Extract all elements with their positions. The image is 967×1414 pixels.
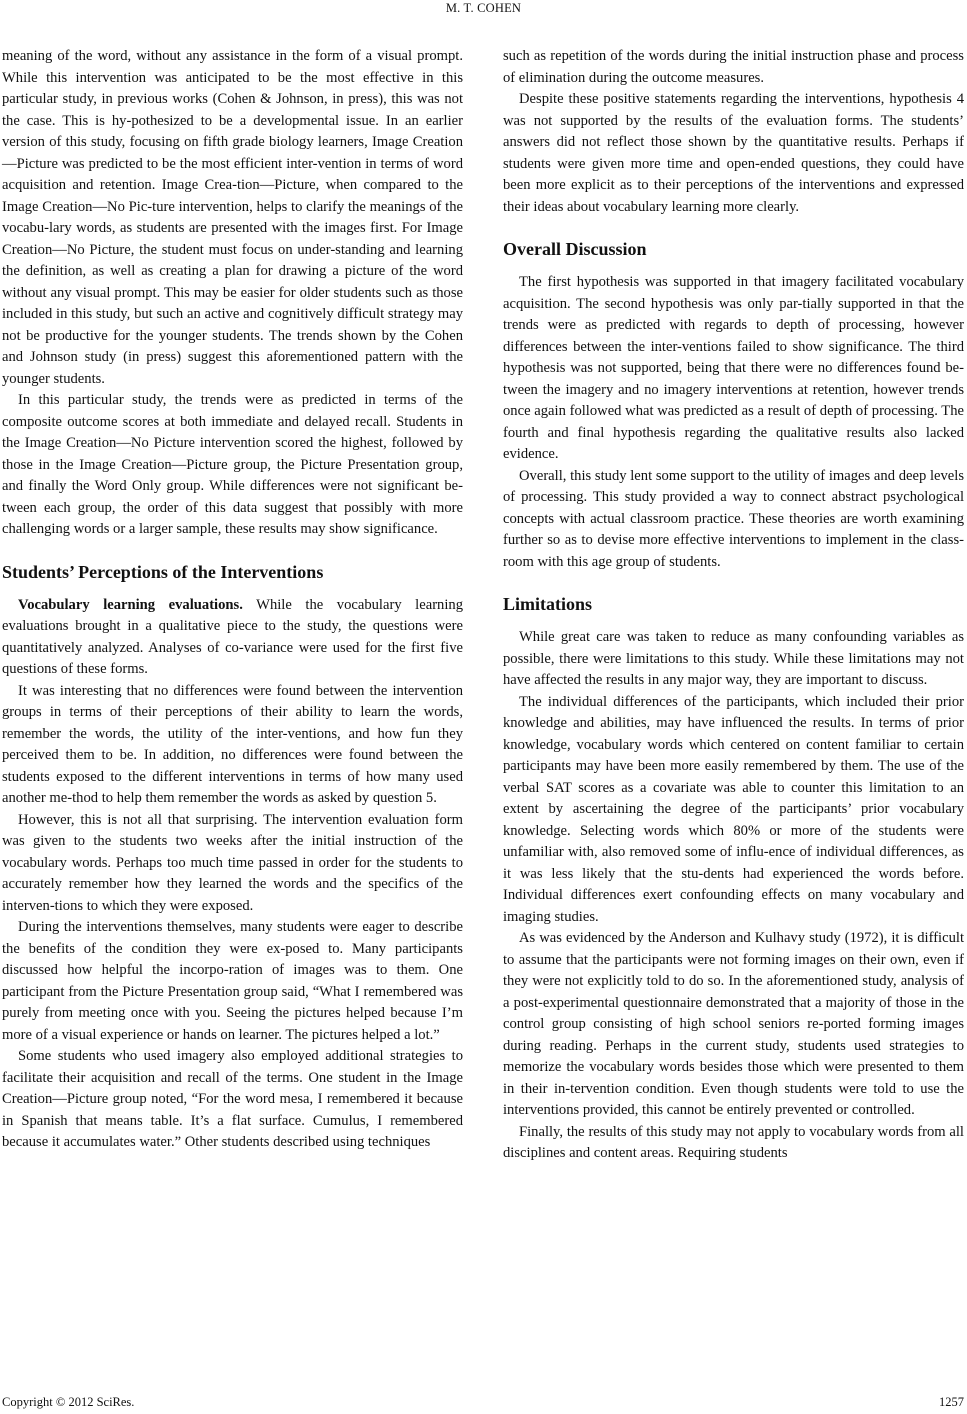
paragraph: Finally, the results of this study may not apply to vocabulary words from all disciplines and content areas. Requiring students bbox=[503, 1123, 964, 1161]
left-column bbox=[2, 46, 463, 1154]
section-heading: Overall Discussion bbox=[503, 239, 647, 259]
paragraph: During the interventions themselves, many students were eager to describe the benefits of the condition they were ex-posed to. Many participants discussed how helpful the incorpo-ration of images was to them. One participant from the Picture Presentation group said, “What I remembered was purely from meeting once with you. Seeing the pictures helped because I’m more of a visual experience or hands on learner. The pictures helped a lot.” bbox=[2, 919, 463, 1043]
paragraph: Despite these positive statements regarding the interventions, hypothesis 4 was not supported by the results of the evaluation forms. The students’ answers did not reflect those shown by the quantitative results. Perhaps if students were given more time and open-ended questions, they could have been more explicit as to their perceptions of the interventions and expressed their ideas about vocabulary learning more clearly. bbox=[503, 91, 964, 215]
paragraph: It was interesting that no differences were found between the intervention groups in terms of their perceptions of their ability to learn the words, remember the words, the utility of the inter-ventions, and how fun they perceived them to be. In addition, no differences were found between the students exposed to the different interventions in terms of how many used another me-thod to help them remember the words as asked by question 5. bbox=[2, 682, 463, 806]
paragraph bbox=[2, 595, 463, 681]
right-column bbox=[503, 46, 964, 1165]
paragraph: While great care was taken to reduce as many confounding variables as possible, there were limitations to this study. While these limitations may not have affected the results in any major way, they are important to discuss. bbox=[503, 629, 964, 688]
section-heading: Limitations bbox=[503, 594, 593, 614]
page-number: 1257 bbox=[939, 1395, 964, 1409]
paragraph: meaning of the word, without any assistance in the form of a visual prompt. While this intervention was anticipated to be the most effective in this particular study, in previous works (Cohen & Johnson, in press), this was not the case. This is hy-pothesized to be a developmental issue. In an earlier version of this study, focusing on fifth grade biology learners, Image Creation—Picture was predicted to be the most efficient inter-vention in terms of word acquisition and retention. Image Crea-tion—Picture, when compared to the Image Creation—No Pic-ture intervention, helps to clarify the meanings of the vocabu-lary words, as students are presented with the images first. For Image Creation—No Picture, the student must focus on under-standing and learning the definition, as well as creating a plan for drawing a picture of the word without any visual prompt. This may be easier for older students such as those included in this study, but such an active and cognitively difficult strategy may not be productive for the younger students. The trends shown by the Cohen and Johnson study (in press) suggest this aforementioned pattern with the younger students. bbox=[2, 48, 463, 387]
paragraph: The individual differences of the participants, which included their prior knowledge and abilities, may have influenced the results. In terms of prior knowledge, vocabulary words which centered on content familiar to certain participants may have been more easily remembered by them. The use of the verbal SAT scores as a covariate was able to counter this limitation to an extent by ascertaining the degree of the participants’ prior vocabulary knowledge. Selecting words which 80% or more of the students were unfamiliar with, also removed some of influ-ence of individual differences, as it was less likely that the stu-dents had experienced the words before. Individual differences exert confounding effects on many vocabulary and imaging studies. bbox=[503, 693, 964, 925]
paragraph: As was evidenced by the Anderson and Kulhavy study (1972), it is difficult to assume that the participants were not forming images on their own, even if they were not explicitly told to do so. In the aforementioned study, analysis of a post-experimental questionnaire demonstrated that a majority of those in the control group consisting of high school seniors re-ported forming images during reading. Perhaps in the current study, students used strategies to memorize the vocabulary words besides those which were presented to them in their in-tervention condition. Even though students were told to use the interventions provided, this cannot be entirely prevented or controlled. bbox=[503, 930, 964, 1118]
paragraph: Overall, this study lent some support to the utility of images and deep levels of processing. This study provided a way to connect abstract psychological concepts with actual classroom practice. These theories are worth examining further so as to devise more effective interventions to implement in the class-room with this age group of students. bbox=[503, 467, 964, 570]
paragraph: such as repetition of the words during the initial instruction phase and process of elimination during the outcome measures. bbox=[503, 48, 964, 86]
paragraph: Some students who used imagery also employed additional strategies to facilitate their acquisition and recall of the terms. One student in the Image Creation—Picture group noted, “For the word mesa, I remembered it because in Spanish that means table. It’s a flat surface. Cumulus, I remembered because it accumulates water.” Other students described using techniques bbox=[2, 1048, 463, 1150]
run-in-heading: Vocabulary learning evaluations. bbox=[18, 596, 243, 613]
paragraph: However, this is not all that surprising. The intervention evaluation form was given to the students two weeks after the initial instruction of the vocabulary words. Perhaps too much time passed in order for the students to accurately remember how they learned the words and the specifics of the interven-tions to which they were exposed. bbox=[2, 811, 463, 914]
section-heading: Students’ Perceptions of the Interventions bbox=[2, 561, 324, 582]
paragraph-text: While the vocabulary learning evaluations brought in a qualitative piece to the study, the questions were quantitatively analyzed. Analyses of co-variance were used for the first five questions of these forms. bbox=[2, 596, 463, 677]
copyright-notice: Copyright © 2012 SciRes. bbox=[2, 1395, 135, 1409]
running-head: M. T. COHEN bbox=[445, 1, 522, 15]
paragraph: The first hypothesis was supported in that imagery facilitated vocabulary acquisition. The second hypothesis was only par-tially supported in that the trends were as predicted with regards to depth of processing, however differences between the inter-ventions failed to show significance. The third hypothesis was not supported, being that there were no differences found be-tween the imagery and no imagery interventions at retention, however trends once again followed what was predicted as a result of depth of processing. The fourth and final hypothesis regarding the qualitative results also lacked evidence. bbox=[503, 274, 964, 462]
paragraph: In this particular study, the trends were as predicted in terms of the composite outcome scores at both immediate and delayed recall. Students in the Image Creation—No Picture intervention scored the highest, followed by those in the Image Creation—Picture group, the Picture Presentation group, and finally the Word Only group. While differences were not significant be-tween each group, the order of this data suggest that possibly with more challenging words or a larger sample, these results may show significance. bbox=[2, 392, 463, 537]
